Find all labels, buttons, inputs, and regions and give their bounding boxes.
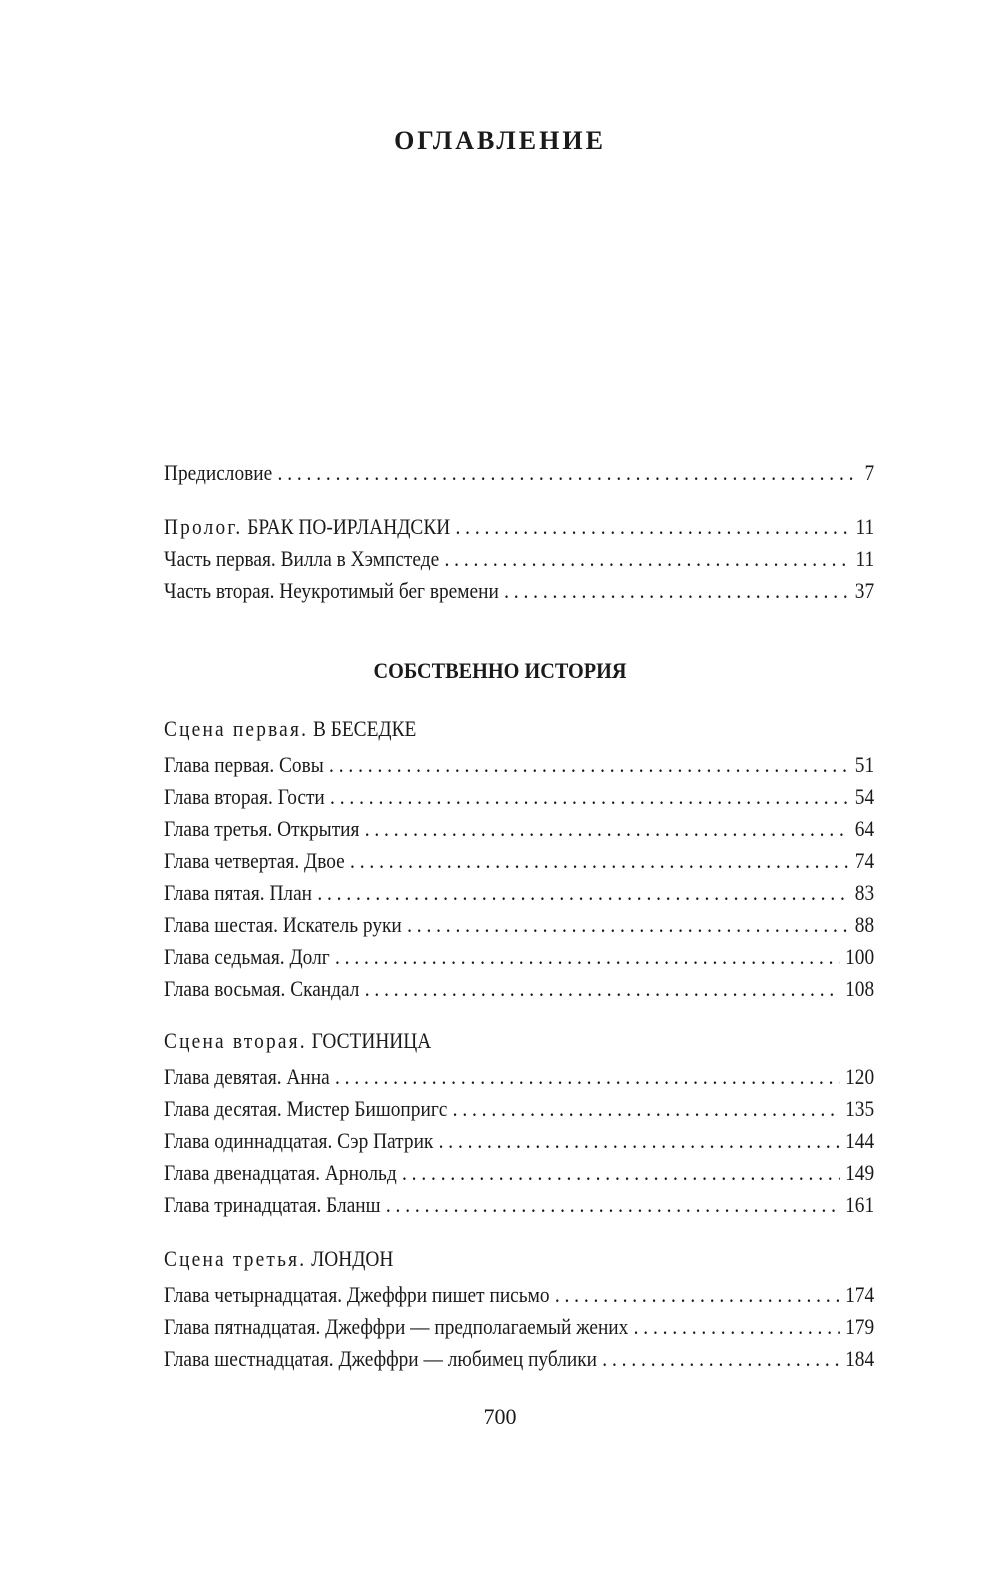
toc-entry[interactable] (164, 944, 874, 976)
toc-entry-title: Глава девятая. Анна (164, 1064, 330, 1089)
toc-entry-title: Глава тринадцатая. Бланш (164, 1192, 381, 1217)
toc-entry-page: 51 (854, 752, 875, 777)
toc-entry[interactable] (164, 848, 874, 880)
toc-entry-title: Глава четвертая. Двое (164, 848, 345, 873)
section-title: СОБСТВЕННО ИСТОРИЯ (373, 658, 627, 683)
leader-dots (453, 1096, 840, 1122)
leader-dots (634, 1314, 840, 1340)
toc-entry-title: Глава шестнадцатая. Джеффри — любимец публики (164, 1346, 598, 1371)
scene-label: ГОСТИНИЦА (311, 1028, 432, 1053)
toc-entry[interactable] (164, 1128, 874, 1160)
toc-entry[interactable] (164, 1192, 874, 1224)
toc-entry[interactable] (164, 1346, 874, 1378)
leader-dots (456, 514, 851, 540)
toc-entry[interactable] (164, 1160, 874, 1192)
scene-prefix: Сцена вторая. (164, 1028, 307, 1053)
leader-dots (350, 848, 849, 874)
toc-entry[interactable] (164, 1282, 874, 1314)
toc-entry-title: Глава пятнадцатая. Джеффри — предполагаемый жених (164, 1314, 629, 1339)
toc-entry-prologue[interactable] (164, 514, 874, 546)
scene-label: ЛОНДОН (311, 1246, 394, 1271)
toc-entry-page: 184 (845, 1346, 875, 1371)
page-title: ОГЛАВЛЕНИЕ (394, 126, 606, 155)
leader-dots (555, 1282, 840, 1308)
toc-entry-page: 100 (845, 944, 875, 969)
toc-entry[interactable] (164, 880, 874, 912)
toc-entry-page: 83 (854, 880, 875, 905)
leader-dots (335, 1064, 840, 1090)
toc-entry-preface[interactable] (164, 460, 874, 492)
toc-entry-page: 179 (845, 1314, 875, 1339)
toc-entry[interactable] (164, 976, 874, 1008)
toc-entry-part-2[interactable] (164, 578, 874, 610)
toc-entry-title: Часть первая. Вилла в Хэмпстеде (164, 546, 440, 571)
toc-entry-title: Глава седьмая. Долг (164, 944, 330, 969)
leader-dots (407, 912, 849, 938)
scene-prefix: Сцена первая. (164, 716, 309, 741)
toc-entry[interactable] (164, 1314, 874, 1346)
toc-entry-title: Глава четырнадцатая. Джеффри пишет письмо (164, 1282, 550, 1307)
scene-2-block (164, 1028, 874, 1224)
toc-entry-page: 135 (845, 1096, 875, 1121)
leader-dots (278, 460, 860, 486)
leader-dots (444, 546, 850, 572)
leader-dots (602, 1346, 840, 1372)
toc-entry-title: Глава одиннадцатая. Сэр Патрик (164, 1128, 434, 1153)
leader-dots (504, 578, 849, 604)
toc-entry[interactable] (164, 752, 874, 784)
toc-entry-title: БРАК ПО-ИРЛАНДСКИ (247, 514, 451, 539)
leader-dots (386, 1192, 840, 1218)
toc-entry-title: Глава шестая. Искатель руки (164, 912, 402, 937)
toc-entry-page: 64 (854, 816, 875, 841)
toc-entry-page: 11 (855, 546, 875, 571)
toc-entry-title: Глава первая. Совы (164, 752, 324, 777)
toc-entry-page: 144 (845, 1128, 875, 1153)
toc-entry-title: Предисловие (164, 460, 273, 485)
toc-entry[interactable] (164, 816, 874, 848)
toc-entry-title: Глава вторая. Гости (164, 784, 325, 809)
scene-prefix: Сцена третья. (164, 1246, 307, 1271)
toc-prologue-block (164, 514, 874, 610)
leader-dots (365, 976, 840, 1002)
toc-entry-page: 120 (845, 1064, 875, 1089)
scene-label: В БЕСЕДКЕ (312, 716, 417, 741)
toc-entry[interactable] (164, 1064, 874, 1096)
toc-entry-page: 37 (854, 578, 875, 603)
leader-dots (439, 1128, 840, 1154)
toc-entry-title: Глава десятая. Мистер Бишопригс (164, 1096, 448, 1121)
toc-entry-page: 7 (864, 460, 875, 485)
toc-entry-title: Глава двенадцатая. Арнольд (164, 1160, 397, 1185)
scene-heading (164, 1028, 874, 1064)
toc-entry-page: 174 (845, 1282, 875, 1307)
toc-entry-page: 54 (854, 784, 875, 809)
toc-entry-page: 108 (845, 976, 875, 1001)
toc-entry-title: Глава третья. Открытия (164, 816, 360, 841)
toc-entry-title: Глава пятая. План (164, 880, 313, 905)
leader-dots (329, 752, 849, 778)
toc-entry-part-1[interactable] (164, 546, 874, 578)
leader-dots (402, 1160, 840, 1186)
toc-front (164, 460, 874, 492)
leader-dots (365, 816, 850, 842)
toc-entry-page: 161 (845, 1192, 875, 1217)
page-number: 700 (483, 1404, 517, 1429)
toc-entry-page: 88 (854, 912, 875, 937)
scene-heading (164, 716, 874, 752)
toc-entry-page: 11 (855, 514, 875, 539)
scene-3-block (164, 1246, 874, 1378)
leader-dots (317, 880, 849, 906)
toc-entry[interactable] (164, 912, 874, 944)
scene-heading (164, 1246, 874, 1282)
toc-entry-title: Глава восьмая. Скандал (164, 976, 360, 1001)
toc-entry[interactable] (164, 1096, 874, 1128)
toc-entry-prefix: Пролог. (164, 514, 243, 539)
toc-entry-page: 149 (845, 1160, 875, 1185)
leader-dots (335, 944, 840, 970)
leader-dots (330, 784, 849, 810)
toc-entry-page: 74 (854, 848, 875, 873)
toc-entry-title: Часть вторая. Неукротимый бег времени (164, 578, 499, 603)
scene-1-block (164, 716, 874, 1008)
toc-entry[interactable] (164, 784, 874, 816)
